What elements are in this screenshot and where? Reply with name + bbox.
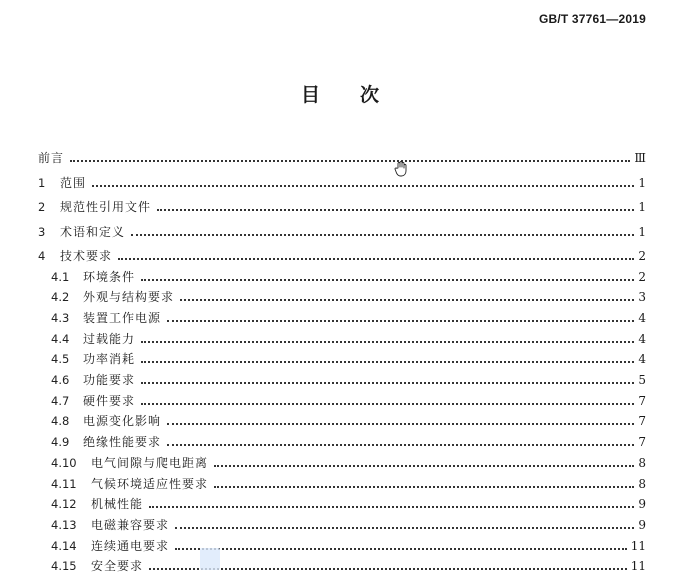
toc-entry-number: 4.13 bbox=[51, 517, 77, 532]
toc-entry-label: 机械性能 bbox=[91, 497, 144, 512]
toc-entry-number: 4 bbox=[38, 248, 46, 263]
toc-leader-dots bbox=[157, 209, 634, 211]
toc-entry[interactable] bbox=[38, 285, 646, 306]
toc-leader-dots bbox=[180, 299, 634, 301]
toc-entry-label: 电磁兼容要求 bbox=[91, 517, 170, 532]
toc-entry[interactable] bbox=[38, 388, 646, 409]
toc-entry[interactable] bbox=[38, 326, 646, 347]
toc-leader-dots bbox=[167, 320, 634, 322]
toc-entry-page: 8 bbox=[638, 476, 646, 491]
toc-entry-number: 4.12 bbox=[51, 497, 77, 512]
toc-entry-label: 外观与结构要求 bbox=[83, 290, 175, 305]
toc-leader-dots bbox=[131, 234, 634, 236]
toc-leader-dots bbox=[167, 444, 634, 446]
toc-leader-dots bbox=[214, 465, 634, 467]
hand-cursor-icon bbox=[394, 161, 408, 177]
toc-entry-label: 技术要求 bbox=[60, 248, 113, 263]
standard-code: GB/T 37761—2019 bbox=[538, 12, 646, 26]
toc-entry-label: 环境条件 bbox=[83, 269, 136, 284]
toc-entry-page: 4 bbox=[638, 352, 646, 367]
toc-entry-number: 4.1 bbox=[51, 269, 70, 284]
toc-entry-label: 功率消耗 bbox=[83, 352, 136, 367]
toc-leader-dots bbox=[149, 568, 627, 570]
toc-entry-label: 安全要求 bbox=[91, 559, 144, 574]
toc-entry-number: 4.7 bbox=[51, 393, 70, 408]
toc-entry-page: 7 bbox=[638, 393, 646, 408]
toc-entry-label: 连续通电要求 bbox=[91, 538, 170, 553]
toc-leader-dots bbox=[167, 423, 634, 425]
toc-entry[interactable] bbox=[38, 215, 646, 239]
toc-entry-label: 电源变化影响 bbox=[83, 414, 162, 429]
toc-entry-label: 前言 bbox=[38, 151, 65, 166]
toc-entry-number: 4.5 bbox=[51, 352, 70, 367]
toc-entry[interactable] bbox=[38, 471, 646, 492]
toc-entry-label: 气候环境适应性要求 bbox=[91, 476, 209, 491]
toc-entry-page: 9 bbox=[638, 497, 646, 512]
toc-entry[interactable] bbox=[38, 240, 646, 264]
toc-entry[interactable] bbox=[38, 409, 646, 430]
toc-leader-dots bbox=[175, 548, 627, 550]
toc-entry-number: 4.15 bbox=[51, 559, 77, 574]
toc-entry-label: 硬件要求 bbox=[83, 393, 136, 408]
toc-leader-dots bbox=[70, 160, 630, 162]
toc-entry-label: 过载能力 bbox=[83, 331, 136, 346]
toc-entry-number: 4.6 bbox=[51, 373, 70, 388]
toc-entry-number: 4.4 bbox=[51, 331, 70, 346]
toc-leader-dots bbox=[141, 361, 634, 363]
toc-entry-number: 4.2 bbox=[51, 290, 70, 305]
toc-entry-number: 4.3 bbox=[51, 311, 70, 326]
toc-entry[interactable] bbox=[38, 533, 646, 554]
toc-entry-label: 规范性引用文件 bbox=[60, 200, 152, 215]
toc-entry-label: 装置工作电源 bbox=[83, 311, 162, 326]
toc-entry-page: 5 bbox=[638, 373, 646, 388]
toc-leader-dots bbox=[175, 527, 634, 529]
toc-entry[interactable] bbox=[38, 512, 646, 533]
toc-leader-dots bbox=[118, 258, 634, 260]
toc-leader-dots bbox=[141, 382, 634, 384]
toc-entry-page: 9 bbox=[638, 517, 646, 532]
toc-entry-page: 4 bbox=[638, 311, 646, 326]
toc-entry-label: 功能要求 bbox=[83, 373, 136, 388]
toc-entry-page: 1 bbox=[638, 175, 646, 190]
page-title: 目次 bbox=[300, 84, 419, 106]
toc-entry[interactable] bbox=[38, 554, 646, 574]
toc-entry[interactable] bbox=[38, 347, 646, 368]
toc-entry-page: 11 bbox=[630, 559, 646, 574]
toc-entry-page: 8 bbox=[638, 455, 646, 470]
toc-entry-number: 1 bbox=[38, 175, 46, 190]
toc-entry[interactable] bbox=[38, 142, 646, 166]
toc-entry[interactable] bbox=[38, 264, 646, 285]
toc-entry[interactable] bbox=[38, 166, 646, 190]
toc-entry-page: 11 bbox=[630, 538, 646, 553]
toc-leader-dots bbox=[149, 506, 634, 508]
selection-marker bbox=[200, 548, 220, 570]
toc-entry-number: 4.10 bbox=[51, 455, 77, 470]
toc-entry-number: 4.14 bbox=[51, 538, 77, 553]
toc-leader-dots bbox=[141, 279, 634, 281]
toc-entry-label: 范围 bbox=[60, 175, 87, 190]
toc-leader-dots bbox=[92, 185, 634, 187]
toc-entry[interactable] bbox=[38, 429, 646, 450]
toc-entry-label: 术语和定义 bbox=[60, 224, 126, 239]
toc-entry-page: 2 bbox=[638, 248, 646, 263]
toc-entry[interactable] bbox=[38, 450, 646, 471]
toc-leader-dots bbox=[141, 403, 634, 405]
toc-entry[interactable] bbox=[38, 305, 646, 326]
toc-entry[interactable] bbox=[38, 367, 646, 388]
toc-entry-number: 4.11 bbox=[51, 476, 77, 491]
toc-entry-page: 4 bbox=[638, 331, 646, 346]
toc-entry-page: 2 bbox=[638, 269, 646, 284]
toc-entry-number: 2 bbox=[38, 200, 46, 215]
toc-entry-page: 7 bbox=[638, 435, 646, 450]
toc-leader-dots bbox=[141, 341, 634, 343]
toc-entry-label: 绝缘性能要求 bbox=[83, 435, 162, 450]
toc-entry-page: 1 bbox=[638, 224, 646, 239]
toc-entry-label: 电气间隙与爬电距离 bbox=[91, 455, 209, 470]
toc-entry-number: 4.9 bbox=[51, 435, 70, 450]
toc-leader-dots bbox=[214, 486, 634, 488]
toc-entry-page: Ⅲ bbox=[634, 151, 646, 166]
toc-entry[interactable] bbox=[38, 492, 646, 513]
toc-entry-number: 3 bbox=[38, 224, 46, 239]
table-of-contents bbox=[38, 142, 646, 574]
toc-entry[interactable] bbox=[38, 191, 646, 215]
toc-entry-page: 7 bbox=[638, 414, 646, 429]
toc-entry-page: 1 bbox=[638, 200, 646, 215]
toc-entry-number: 4.8 bbox=[51, 414, 70, 429]
toc-entry-page: 3 bbox=[638, 290, 646, 305]
